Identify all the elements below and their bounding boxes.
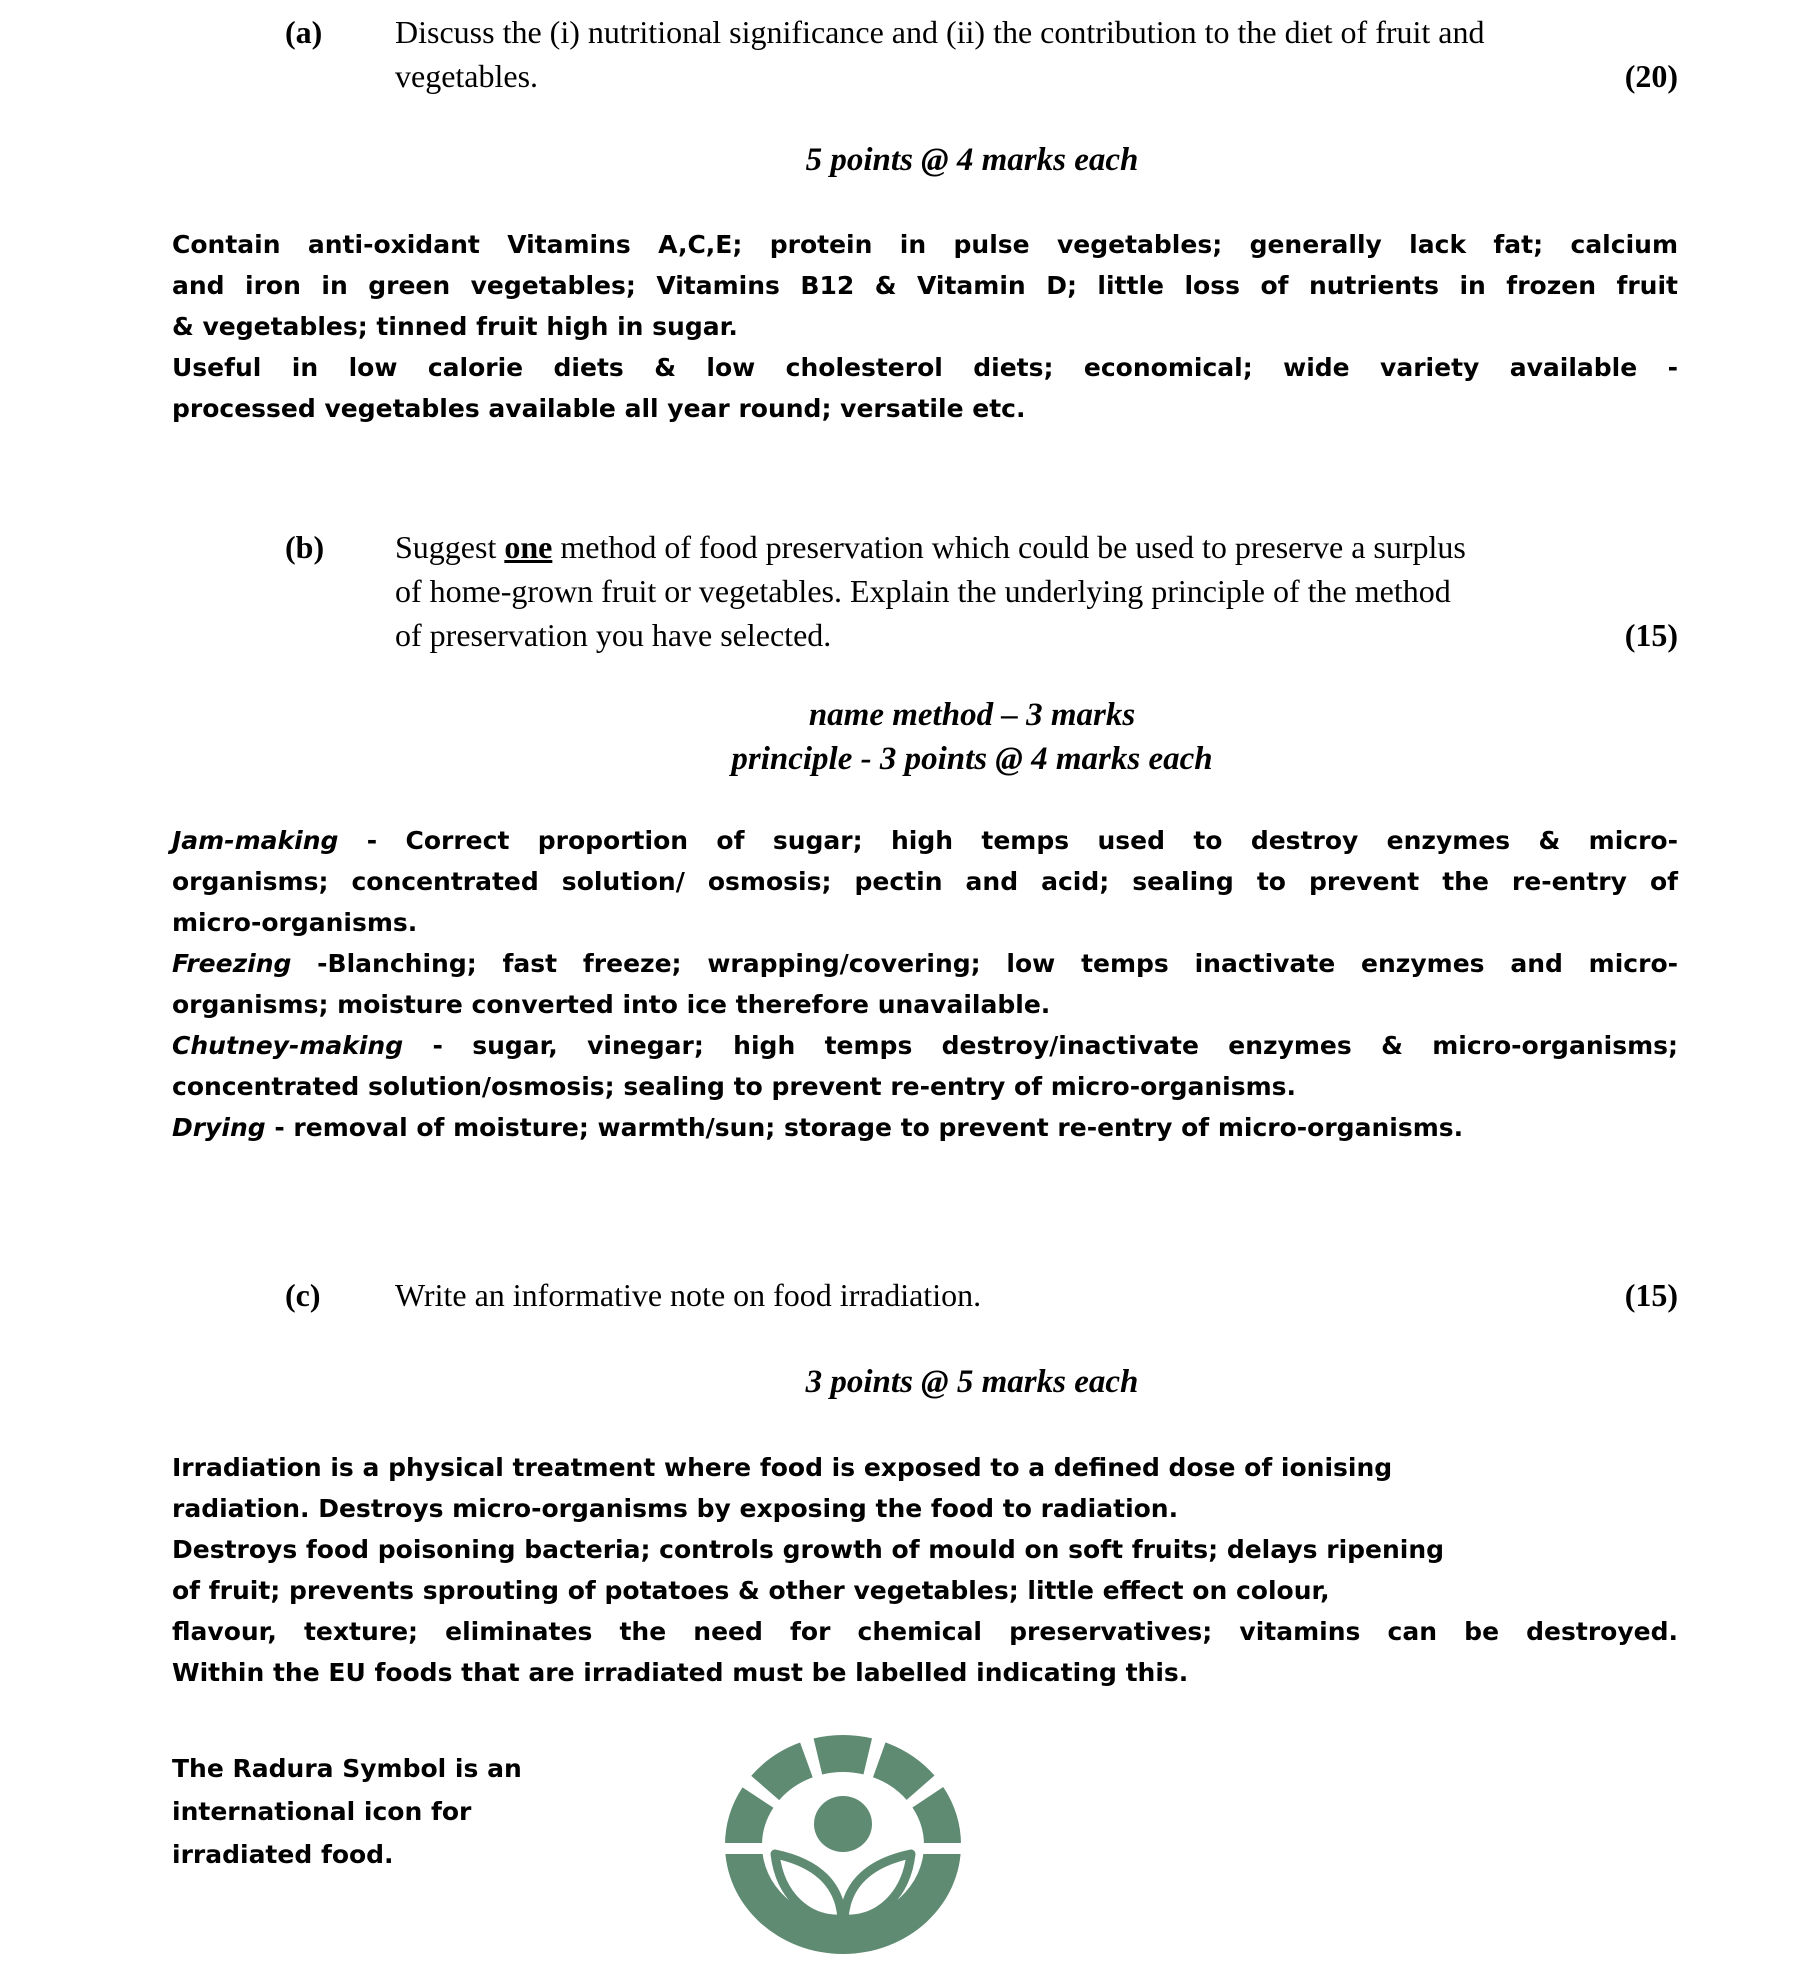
question-a: [172, 10, 1678, 98]
answer-a-nutrition-paragraph: Contain anti-oxidant Vitamins A,C,E; protein in pulse vegetables; generally lack fat; calcium and iron in green vegetables; Vitamins B12 & Vitamin D; little loss of nutrients in frozen fruit & vegetables; tinned fruit high in sugar.: [172, 230, 1678, 341]
answer-a-diet-paragraph: Useful in low calorie diets & low cholesterol diets; economical; wide variety available - processed vegetables available all year round; versatile etc.: [172, 353, 1678, 423]
mark-scheme-heading-b-line2: principle - 3 points @ 4 marks each: [731, 741, 1213, 777]
question-b-label: (b): [285, 529, 325, 565]
answer-a: [172, 224, 1678, 429]
radura-caption: The Radura Symbol is an international icon for irradiated food.: [172, 1754, 522, 1869]
answer-b-chutney-paragraph: Chutney-making - sugar, vinegar; high temps destroy/inactivate enzymes & micro-organisms; concentrated solution/osmosis; sealing to prevent re-entry of micro-organisms.: [172, 1031, 1678, 1101]
question-a-text: Discuss the (i) nutritional significance and (ii) the contribution to the diet of fruit and vegetables.: [395, 14, 1485, 94]
question-c-marks: (15): [1624, 1277, 1678, 1313]
answer-c: [172, 1447, 1678, 1693]
answer-b-jam-paragraph: Jam-making - Correct proportion of sugar; high temps used to destroy enzymes & micro- organisms; concentrated solution/ osmosis; pectin and acid; sealing to prevent the re-entry of micro-organisms.: [172, 826, 1678, 937]
question-b-marks: (15): [1624, 617, 1678, 653]
mark-scheme-heading-c: 3 points @ 5 marks each: [805, 1364, 1139, 1400]
radura-icon: [720, 1733, 966, 1965]
answer-c-irradiation-paragraph: Irradiation is a physical treatment where food is exposed to a defined dose of ionising radiation. Destroys micro-organisms by exposing the food to radiation. Destroys food poisoning bacteria; controls growth of mould on soft fruits; delays ripening of fruit; prevents sprouting of potatoes & other vegetables; little effect on colour, flavour, texture; eliminates the need for chemical preservatives; vitamins can be destroyed. Within the EU foods that are irradiated must be labelled indicating this.: [172, 1453, 1678, 1687]
question-b: [172, 525, 1678, 657]
answer-b-drying-paragraph: Drying - removal of moisture; warmth/sun; storage to prevent re-entry of micro-organisms.: [172, 1113, 1464, 1142]
question-c-label: (c): [285, 1277, 321, 1313]
question-a-label: (a): [285, 14, 323, 50]
question-b-text: Suggest one method of food preservation which could be used to preserve a surplus of home-grown fruit or vegetables. Explain the underlying principle of the method of preservation you have selected.: [395, 529, 1466, 653]
mark-scheme-heading-b-line1: name method – 3 marks: [808, 697, 1136, 733]
question-c: [172, 1273, 1678, 1317]
mark-scheme-heading-b: [172, 693, 1678, 781]
answer-b: [172, 820, 1678, 1148]
question-a-marks: (20): [1624, 58, 1678, 94]
answer-b-freezing-paragraph: Freezing -Blanching; fast freeze; wrapping/covering; low temps inactivate enzymes and micro- organisms; moisture converted into ice therefore unavailable.: [172, 949, 1678, 1019]
question-c-text: Write an informative note on food irradiation.: [395, 1277, 982, 1313]
radura-section: [172, 1747, 1678, 1967]
mark-scheme-heading-a: 5 points @ 4 marks each: [805, 142, 1139, 178]
